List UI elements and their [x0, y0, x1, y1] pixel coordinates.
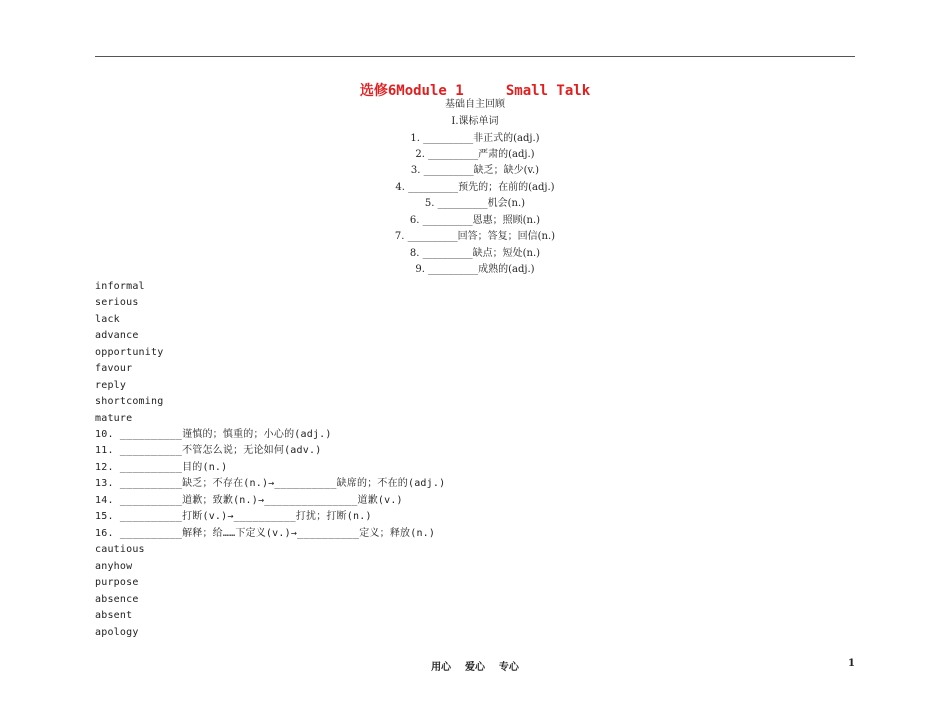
vocab-prompt: 16. __________解释；给……下定义(v.)→__________定义；释放(n.) [95, 528, 436, 539]
answer-word: reply [95, 380, 127, 391]
answer-word: apology [95, 627, 139, 638]
page-title: 选修6Module 1 Small Talk [359, 83, 591, 99]
vocab-prompt: 13. __________缺乏；不存在(n.)→__________缺席的；不在的(adj.) [95, 478, 446, 489]
vocab-prompt: 11. __________不管怎么说；无论如何(adv.) [95, 445, 322, 456]
vocab-prompt: 1. __________非正式的(adj.) [410, 133, 540, 144]
answer-word: cautious [95, 544, 145, 555]
answer-word: informal [95, 281, 145, 292]
vocab-prompt: 8. __________缺点；短处(n.) [409, 248, 541, 259]
answer-word: absence [95, 594, 139, 605]
vocab-prompt: 14. __________道歉；致歉(n.)→_______________道歉(v.) [95, 495, 403, 506]
answer-word: mature [95, 413, 133, 424]
answer-word: anyhow [95, 561, 133, 572]
vocab-prompt: 2. __________严肃的(adj.) [415, 149, 535, 160]
vocab-prompt: 15. __________打断(v.)→__________打扰；打断(n.) [95, 511, 372, 522]
vocab-prompt: 7. __________回答；答复；回信(n.) [394, 231, 556, 242]
answer-word: advance [95, 330, 139, 341]
vocab-prompt: 4. __________预先的；在前的(adj.) [395, 182, 555, 193]
header-rule [95, 56, 855, 57]
answer-word: serious [95, 297, 139, 308]
vocab-prompt: 10. __________谨慎的；慎重的；小心的(adj.) [95, 429, 332, 440]
answer-word: purpose [95, 577, 139, 588]
vocab-prompt: 3. __________缺乏；缺少(v.) [410, 165, 540, 176]
vocab-prompt: 12. __________目的(n.) [95, 462, 228, 473]
vocab-prompt: 6. __________恩惠；照顾(n.) [409, 215, 541, 226]
vocab-prompt: 9. __________成熟的(adj.) [415, 264, 535, 275]
answer-word: favour [95, 363, 133, 374]
answer-word: absent [95, 610, 133, 621]
subsection-heading: Ⅰ.课标单词 [451, 116, 499, 127]
footer-motto: 用心 爱心 专心 [431, 662, 519, 673]
answer-word: opportunity [95, 347, 164, 358]
answer-word: shortcoming [95, 396, 164, 407]
page-number: 1 [848, 658, 855, 669]
section-heading: 基础自主回顾 [445, 99, 505, 110]
vocab-prompt: 5. __________机会(n.) [424, 198, 526, 209]
answer-word: lack [95, 314, 120, 325]
